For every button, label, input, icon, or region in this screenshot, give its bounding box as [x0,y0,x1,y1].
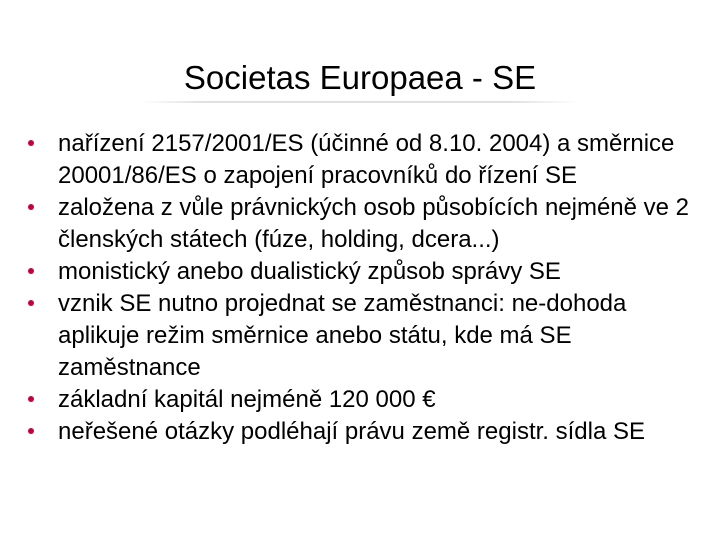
bullet-dot-icon [28,428,34,434]
bullet-list [28,128,708,448]
bullet-dot-icon [28,300,34,306]
bullet-text: nařízení 2157/2001/ES (účinné od 8.10. 2004) a směrnice 20001/86/ES o zapojení pracovníků do řízení SE [58,130,675,189]
bullet-dot-icon [28,396,34,402]
bullet-item [28,416,708,448]
bullet-item [28,192,708,256]
bullet-text: založena z vůle právnických osob působících nejméně ve 2 členských státech (fúze, holding, dcera...) [58,194,690,253]
bullet-text: neřešené otázky podléhají právu země registr. sídla SE [58,418,645,445]
bullet-text: základní kapitál nejméně 120 000 € [58,386,436,413]
bullet-item [28,256,708,288]
slide-title: Societas Europaea - SE [183,59,537,96]
bullet-text: vznik SE nutno projednat se zaměstnanci: ne-dohoda aplikuje režim směrnice anebo státu, kde má SE zaměstnance [58,290,627,381]
bullet-item [28,288,708,384]
bullet-dot-icon [28,204,34,210]
bullet-item [28,384,708,416]
bullet-dot-icon [28,140,34,146]
title-underline [138,101,578,103]
bullet-text: monistický anebo dualistický způsob správy SE [58,258,561,285]
bullet-item [28,128,708,192]
bullet-dot-icon [28,268,34,274]
